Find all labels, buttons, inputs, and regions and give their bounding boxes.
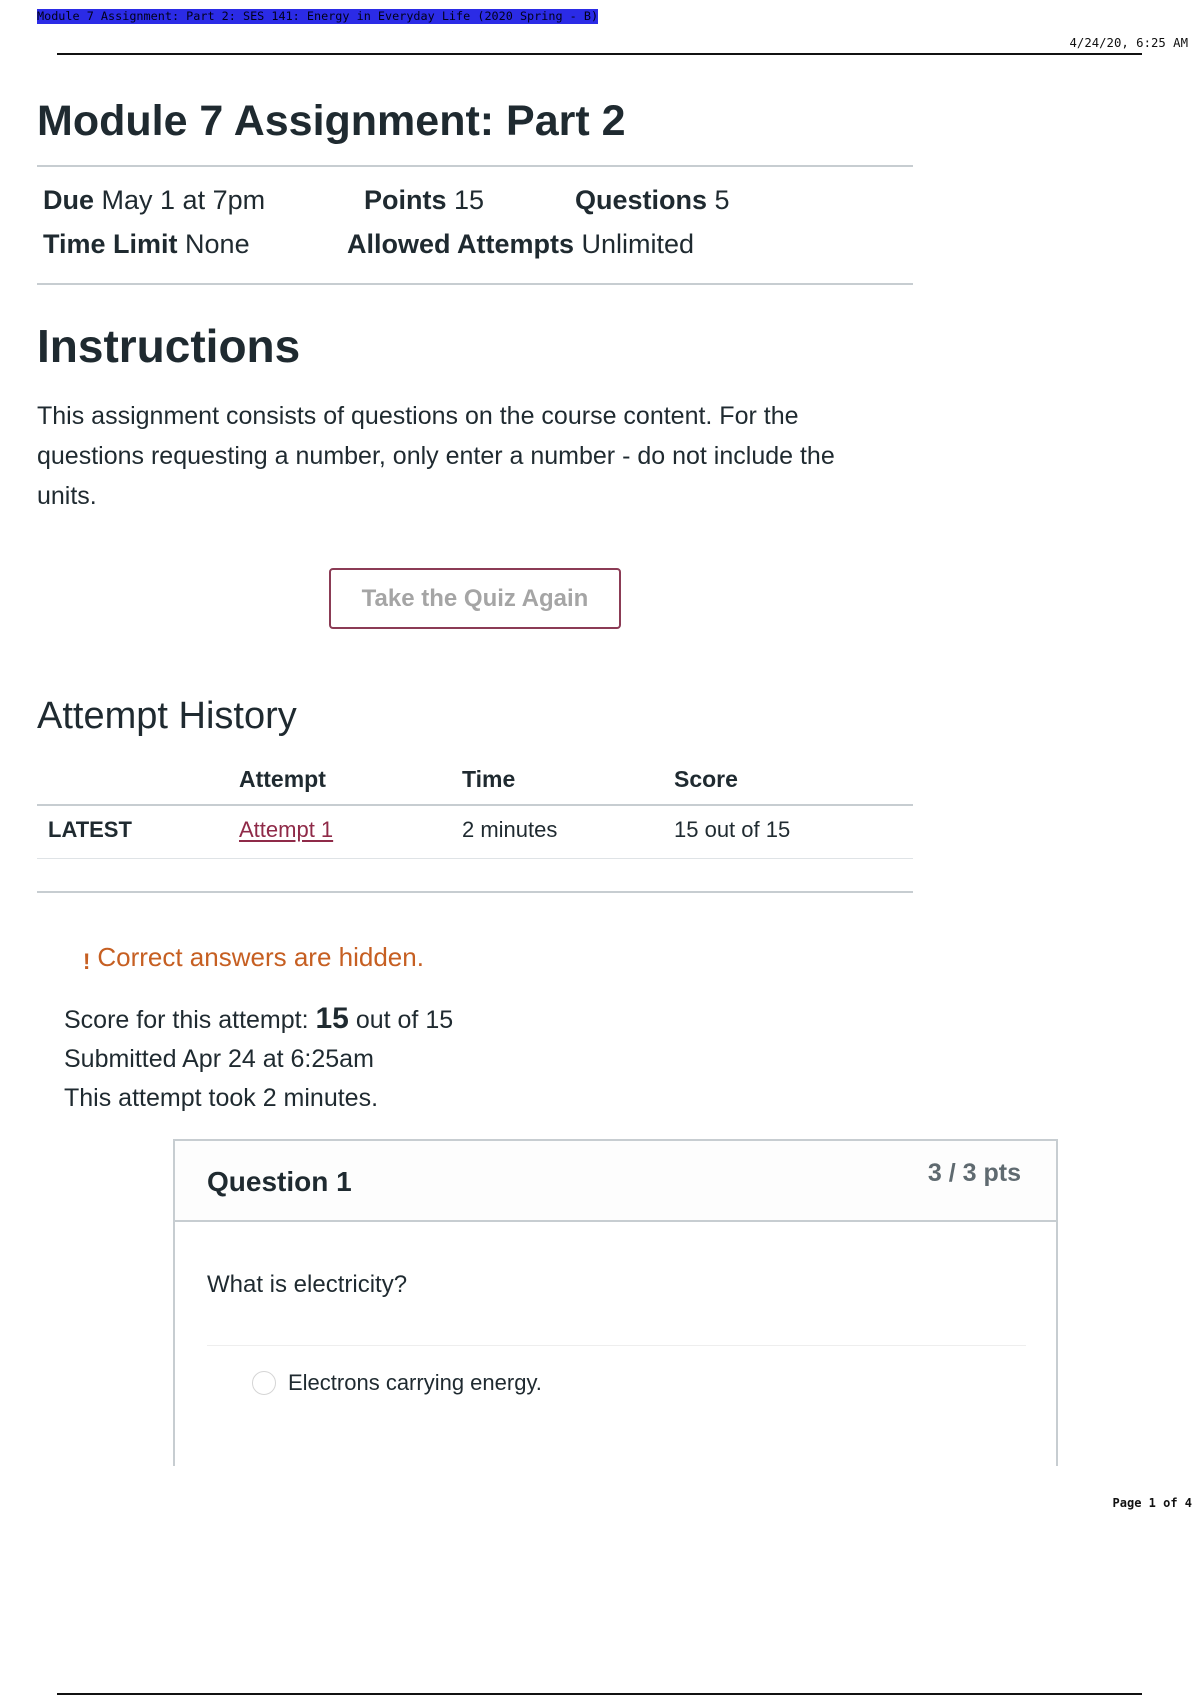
detail-allowed-attempts-value: Unlimited xyxy=(581,229,695,259)
detail-allowed-attempts xyxy=(347,227,694,261)
attempt-score: 15 out of 15 xyxy=(674,817,791,842)
question-title: Question 1 xyxy=(207,1166,352,1197)
submitted-time: Submitted Apr 24 at 6:25am xyxy=(64,1045,374,1073)
score-value: 15 xyxy=(315,1002,349,1035)
detail-time-limit-label: Time Limit xyxy=(43,229,178,259)
print-datetime: 4/24/20, 6:25 AM xyxy=(1069,36,1188,50)
attempt-history-heading: Attempt History xyxy=(37,695,297,737)
table-header-divider xyxy=(37,804,913,806)
notice-text: Correct answers are hidden. xyxy=(97,942,424,972)
instructions-heading: Instructions xyxy=(37,320,301,372)
question-header xyxy=(175,1141,1056,1222)
column-header-time: Time xyxy=(462,766,516,792)
column-header-score: Score xyxy=(674,766,738,792)
title-divider xyxy=(37,165,913,167)
detail-due-label: Due xyxy=(43,185,95,215)
history-end-divider xyxy=(37,891,913,893)
table-row-divider xyxy=(37,858,913,859)
page-indicator: Page 1 of 4 xyxy=(1112,1496,1192,1510)
instructions-text: This assignment consists of questions on the course content. For the questions requesting a number, only enter a number - do not include the units. xyxy=(37,402,835,510)
column-header-attempt: Attempt xyxy=(239,766,326,792)
answer-text: Electrons carrying energy. xyxy=(288,1370,542,1395)
warning-icon: ! xyxy=(83,949,91,974)
details-divider xyxy=(37,283,913,285)
question-prompt: What is electricity? xyxy=(207,1271,408,1298)
print-header-title: Module 7 Assignment: Part 2: SES 141: Energy in Everyday Life (2020 Spring - B) xyxy=(37,9,599,23)
detail-points xyxy=(364,183,484,217)
radio-unselected-icon xyxy=(252,1371,276,1395)
attempt-duration: This attempt took 2 minutes. xyxy=(64,1084,379,1112)
attempt-link[interactable]: Attempt 1 xyxy=(239,817,334,842)
take-quiz-again-button[interactable]: Take the Quiz Again xyxy=(329,568,621,629)
header-rule xyxy=(57,53,1142,55)
question-card xyxy=(173,1139,1058,1466)
detail-points-value: 15 xyxy=(454,185,485,215)
detail-questions-label: Questions xyxy=(575,185,708,215)
footer-rule xyxy=(57,1693,1142,1695)
score-suffix: out of 15 xyxy=(355,1006,454,1034)
detail-time-limit-value: None xyxy=(185,229,250,259)
detail-questions xyxy=(575,183,730,217)
detail-questions-value: 5 xyxy=(714,185,730,215)
detail-points-label: Points xyxy=(364,185,447,215)
detail-allowed-attempts-label: Allowed Attempts xyxy=(347,229,575,259)
score-prefix: Score for this attempt: xyxy=(64,1006,309,1034)
page-title: Module 7 Assignment: Part 2 xyxy=(37,97,626,145)
detail-time-limit xyxy=(43,227,250,261)
detail-due-value: May 1 at 7pm xyxy=(101,185,266,215)
correct-answers-hidden-notice xyxy=(83,941,424,975)
question-divider xyxy=(207,1345,1026,1346)
attempt-status: LATEST xyxy=(48,817,132,842)
attempt-score-line xyxy=(64,999,453,1040)
detail-due xyxy=(43,183,265,217)
attempt-time: 2 minutes xyxy=(462,817,558,842)
question-points: 3 / 3 pts xyxy=(927,1159,1021,1187)
